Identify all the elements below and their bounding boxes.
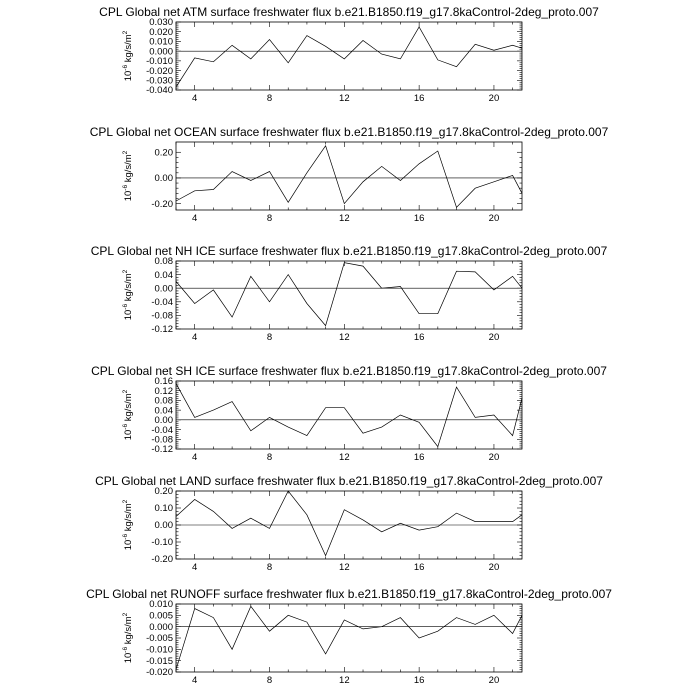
y-tick-label: -0.20 [151, 198, 173, 210]
y-tick-label: 0.08 [154, 256, 173, 268]
x-tick-label: 4 [192, 675, 198, 686]
y-axis-label: $10^{-6}$ $kg/s/m^2$ [122, 150, 134, 202]
y-tick-label: 0.10 [154, 503, 173, 515]
y-tick-label: -0.020 [146, 667, 173, 679]
y-tick-label: 0.20 [154, 486, 173, 498]
y-tick-label: 0.00 [154, 520, 173, 532]
y-tick-label: 0.00 [154, 415, 173, 427]
chart-title: CPL Global net LAND surface freshwater flux b.e21.B1850.f19_g17.8kaControl-2deg_proto.007 [95, 474, 603, 488]
y-tick-label: -0.020 [146, 65, 173, 77]
y-tick-label: 0.04 [154, 269, 173, 281]
chart-title: CPL Global net SH ICE surface freshwater flux b.e21.B1850.f19_g17.8kaControl-2deg_proto.007 [91, 364, 607, 378]
x-tick-label: 20 [488, 213, 500, 224]
series-line [176, 146, 522, 208]
x-tick-label: 8 [266, 213, 273, 224]
y-tick-label: 0.020 [149, 26, 173, 38]
x-tick-label: 16 [413, 562, 425, 573]
x-tick-label: 16 [413, 213, 425, 224]
x-tick-label: 8 [266, 93, 273, 104]
chart-panel-2 [90, 125, 609, 224]
y-tick-label: -0.015 [146, 655, 173, 667]
x-tick-label: 20 [488, 675, 500, 686]
x-tick-label: 4 [192, 452, 198, 463]
y-tick-label: 0.010 [149, 36, 173, 48]
plot-frame [176, 604, 522, 672]
x-tick-label: 20 [488, 562, 500, 573]
chart-panel-1 [99, 5, 599, 104]
x-tick-label: 4 [192, 93, 198, 104]
chart-title: CPL Global net OCEAN surface freshwater flux b.e21.B1850.f19_g17.8kaControl-2deg_proto.007 [89, 125, 609, 139]
y-tick-label: 0.000 [149, 46, 173, 58]
y-tick-label: -0.005 [146, 633, 173, 645]
x-tick-label: 16 [413, 675, 425, 686]
y-tick-label: 0.00 [154, 283, 173, 295]
plot-frame [176, 381, 522, 449]
y-tick-label: -0.20 [151, 554, 173, 566]
chart-title: CPL Global net ATM surface freshwater flux b.e21.B1850.f19_g17.8kaControl-2deg_proto.007 [99, 5, 599, 19]
x-tick-label: 12 [339, 213, 350, 224]
y-tick-label: 0.08 [154, 395, 173, 407]
x-tick-label: 4 [192, 562, 198, 573]
chart-title: CPL Global net RUNOFF surface freshwater flux b.e21.B1850.f19_g17.8kaControl-2deg_proto.007 [86, 587, 612, 601]
x-tick-label: 8 [266, 562, 273, 573]
chart-panel-6 [86, 587, 612, 686]
y-tick-label: 0.16 [154, 376, 173, 388]
y-tick-label: 0.12 [154, 385, 173, 397]
series-line [176, 383, 522, 446]
x-tick-label: 20 [488, 93, 500, 104]
x-tick-label: 4 [192, 332, 198, 343]
y-axis-label: $10^{-6}$ $kg/s/m^2$ [122, 269, 134, 321]
y-tick-label: -0.12 [151, 444, 173, 456]
x-tick-label: 12 [339, 675, 350, 686]
y-tick-label: -0.030 [146, 75, 173, 87]
series-line [176, 263, 522, 326]
chart-panel-5 [95, 474, 603, 573]
plot-frame [176, 22, 522, 90]
x-tick-label: 16 [413, 452, 425, 463]
y-axis-label: $10^{-6}$ $kg/s/m^2$ [122, 612, 134, 664]
x-tick-label: 8 [266, 332, 273, 343]
chart-title: CPL Global net NH ICE surface freshwater flux b.e21.B1850.f19_g17.8kaControl-2deg_proto.007 [90, 244, 608, 258]
chart-panel-3 [91, 244, 608, 343]
series-line [176, 27, 522, 87]
y-tick-label: -0.08 [151, 310, 173, 322]
y-tick-label: -0.040 [146, 85, 173, 97]
y-tick-label: -0.10 [151, 537, 173, 549]
x-tick-label: 16 [413, 332, 425, 343]
y-tick-label: 0.00 [154, 173, 173, 185]
x-tick-label: 12 [339, 332, 350, 343]
y-tick-label: -0.010 [146, 644, 173, 656]
y-axis-label: $10^{-6}$ $kg/s/m^2$ [122, 389, 134, 441]
x-tick-label: 12 [339, 452, 350, 463]
y-tick-label: 0.000 [149, 621, 173, 633]
y-tick-label: -0.04 [151, 297, 173, 308]
x-tick-label: 4 [192, 213, 198, 224]
y-tick-label: -0.08 [151, 434, 173, 446]
y-tick-label: 0.20 [154, 147, 173, 159]
x-tick-label: 20 [488, 452, 500, 463]
x-tick-label: 16 [413, 93, 425, 104]
x-tick-label: 20 [488, 332, 500, 343]
y-tick-label: -0.010 [146, 56, 173, 68]
series-line [176, 606, 522, 669]
y-axis-label: $10^{-6}$ $kg/s/m^2$ [122, 499, 134, 551]
chart-panel-4 [91, 364, 607, 463]
x-tick-label: 8 [266, 675, 273, 686]
x-tick-label: 12 [339, 562, 350, 573]
x-tick-label: 12 [339, 93, 350, 104]
x-tick-label: 8 [266, 452, 273, 463]
plot-frame [176, 261, 522, 329]
y-axis-label: $10^{-6}$ $kg/s/m^2$ [122, 30, 134, 82]
y-tick-label: -0.12 [151, 324, 173, 336]
y-tick-label: 0.010 [149, 599, 173, 611]
y-tick-label: 0.005 [149, 610, 173, 622]
y-tick-label: -0.04 [151, 424, 173, 436]
y-tick-label: 0.030 [149, 17, 173, 29]
series-line [176, 491, 522, 556]
y-tick-label: 0.04 [154, 405, 173, 417]
